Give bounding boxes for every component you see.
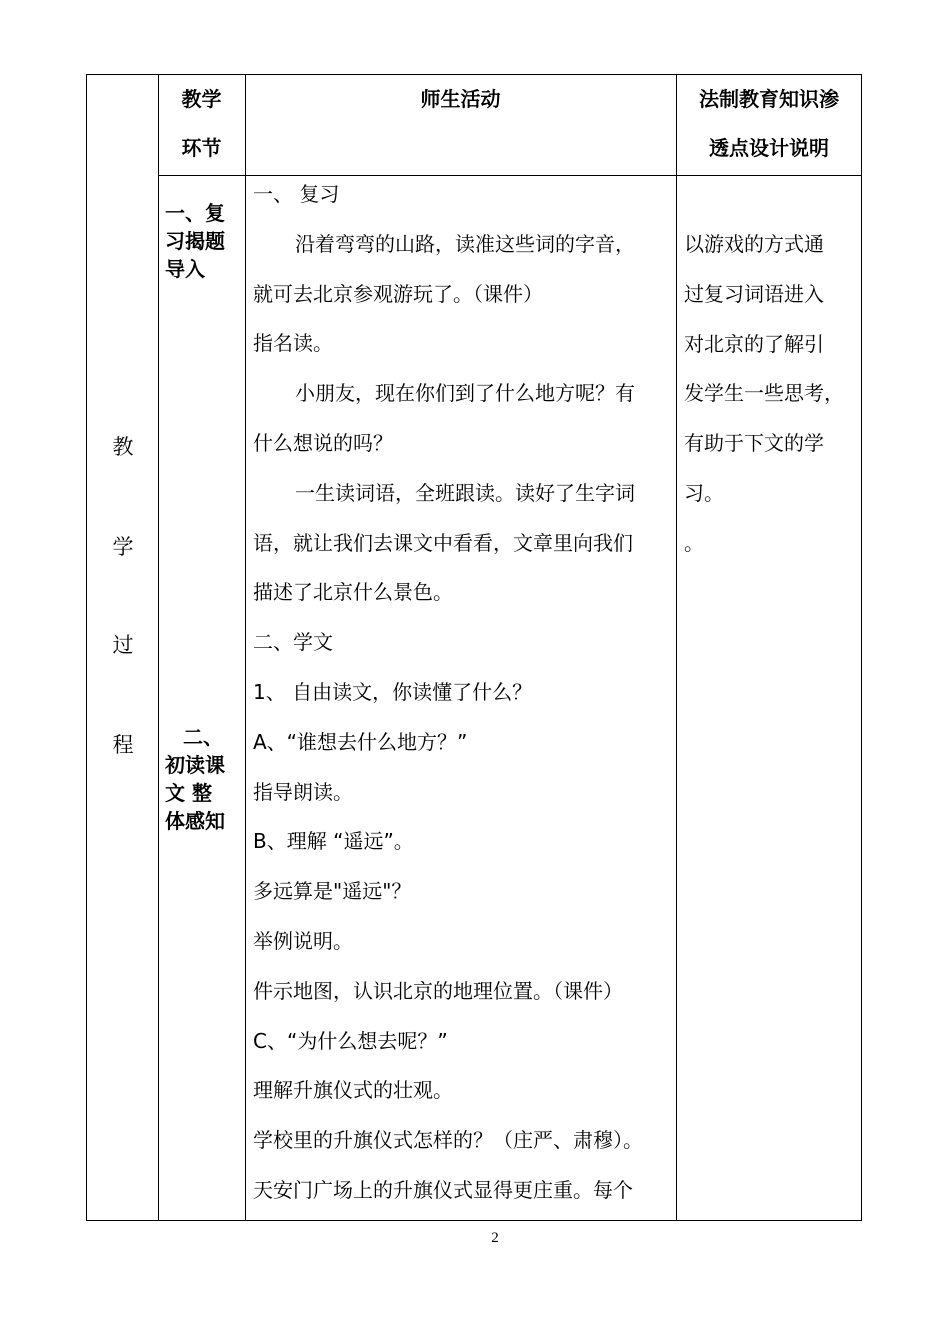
activity-line: 多远算是"遥远"？	[253, 879, 412, 904]
stage-review	[165, 199, 241, 283]
stage-line: 初读课	[165, 753, 225, 777]
header-activity: 师生活动	[420, 87, 501, 111]
stage-line: 一、复	[165, 201, 225, 225]
activity-line: 语，就让我们去课文中看看，文章里向我们	[253, 530, 633, 555]
header-stage-line: 环节	[181, 136, 222, 160]
activity-line: 学校里的升旗仪式怎样的？（庄严、肃穆）。	[253, 1128, 643, 1153]
stage-line: 文 整	[165, 781, 212, 805]
notes-line: 过复习词语进入	[684, 281, 824, 306]
activity-line: 天安门广场上的升旗仪式显得更庄重。每个	[253, 1177, 633, 1202]
activity-line: 一、 复习	[253, 182, 340, 206]
stage-line: 习揭题	[165, 229, 225, 253]
activity-line: 二、学文	[253, 630, 333, 655]
activity-content	[253, 170, 677, 1216]
header-notes-line: 透点设计说明	[709, 136, 829, 160]
activity-line: 沿着弯弯的山路，读准这些词的字音，	[295, 231, 635, 256]
activity-line: 1、 自由读文，你读懂了什么？	[253, 679, 533, 704]
activity-line: 件示地图，认识北京的地理位置。（课件）	[253, 978, 623, 1003]
header-stage	[158, 75, 245, 173]
header-stage-line: 教学	[181, 87, 222, 111]
activity-line: 就可去北京参观游玩了。（课件）	[253, 281, 543, 306]
side-label-char: 学	[112, 535, 134, 559]
activity-line: 理解升旗仪式的壮观。	[253, 1078, 453, 1103]
notes-line: 习。	[684, 480, 724, 505]
side-label-char: 过	[112, 633, 134, 657]
header-notes	[676, 75, 862, 173]
notes-line: 发学生一些思考，	[684, 381, 844, 406]
activity-line: 指导朗读。	[253, 779, 353, 804]
side-label-char: 教	[112, 435, 134, 459]
activity-line: 什么想说的吗？	[253, 430, 393, 455]
activity-line: 指名读。	[253, 331, 333, 356]
activity-line: B、理解 “遥远”。	[253, 829, 414, 854]
stage-line: 导入	[165, 257, 205, 281]
activity-line: 一生读词语，全班跟读。读好了生字词	[295, 480, 635, 505]
stage-line: 二、	[183, 725, 223, 749]
notes-line: 对北京的了解引	[684, 331, 824, 356]
stage-first-reading	[165, 723, 241, 835]
activity-line: A、“谁想去什么地方？”	[253, 729, 468, 754]
notes-line: 以游戏的方式通	[684, 232, 824, 256]
side-label-char: 程	[112, 733, 134, 757]
activity-line: 描述了北京什么景色。	[253, 580, 453, 605]
notes-line: 。	[684, 530, 704, 555]
stage-line: 体感知	[165, 809, 225, 833]
activity-line: 小朋友，现在你们到了什么地方呢？有	[295, 381, 635, 406]
activity-line: 举例说明。	[253, 928, 353, 953]
page-number: 2	[491, 1230, 499, 1246]
activity-line: C、“为什么想去呢？”	[253, 1028, 448, 1053]
notes-line: 有助于下文的学	[684, 431, 824, 456]
header-notes-line: 法制教育知识渗	[699, 87, 839, 111]
column-divider	[245, 75, 246, 1220]
notes-content	[684, 220, 860, 569]
lesson-plan-table	[86, 74, 862, 1221]
